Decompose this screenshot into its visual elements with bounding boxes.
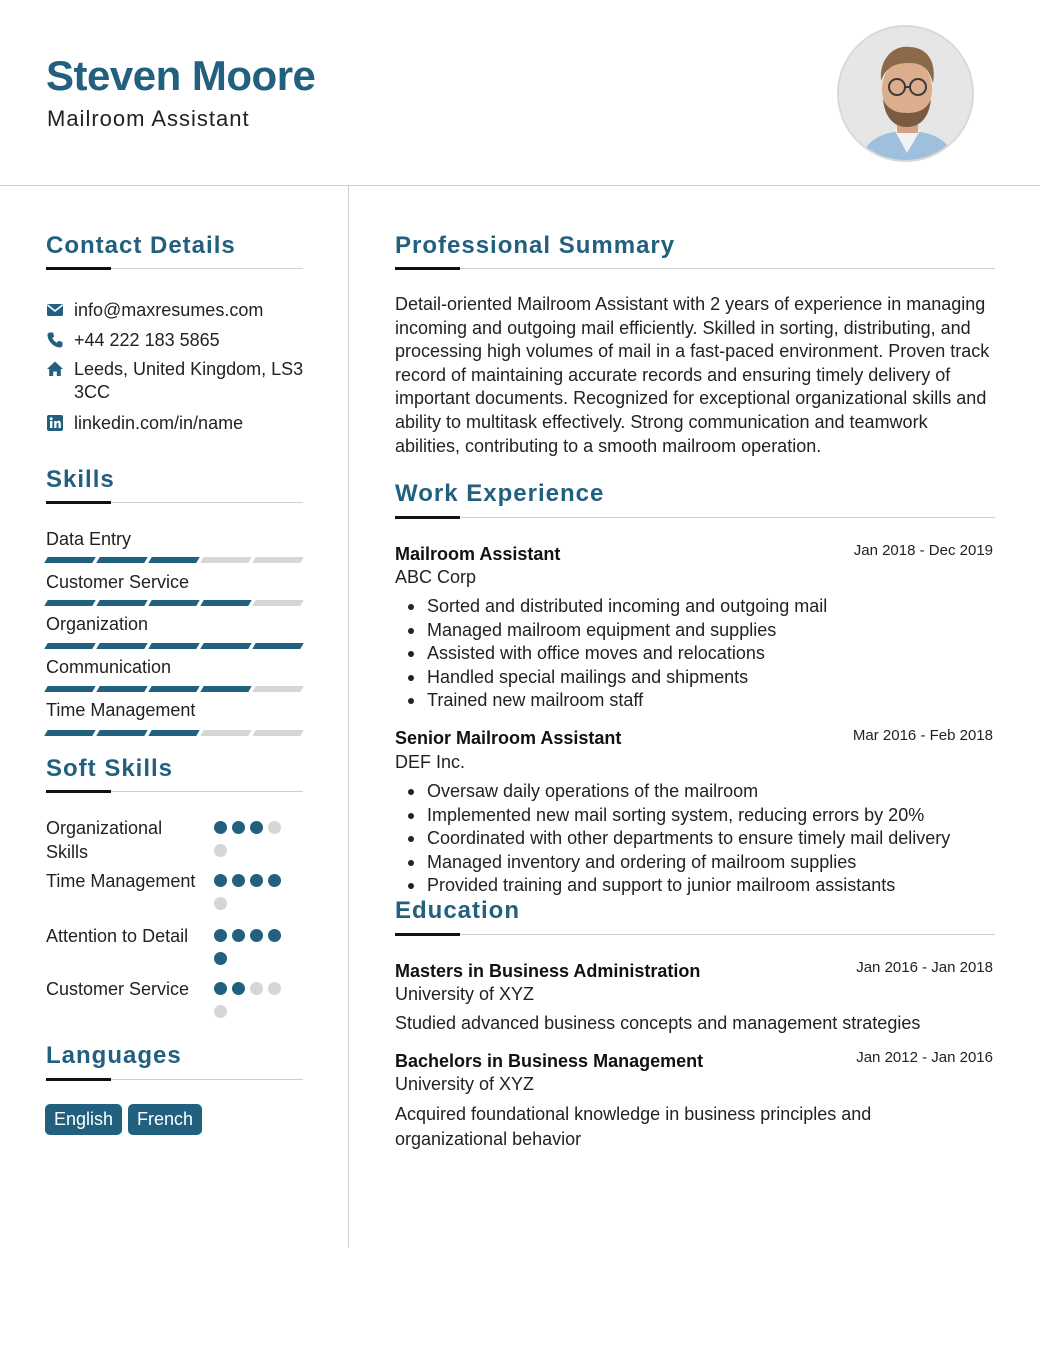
home-icon	[46, 360, 64, 378]
candidate-title: Mailroom Assistant	[47, 106, 250, 131]
rating-dot	[268, 982, 281, 995]
summary-text: Detail-oriented Mailroom Assistant with 2 years of experience in managing incoming and outgoing mail efficiently. Skilled in sorting, distributing, and processing high volumes of mail in a fast-paced environment. Proven track record of maintaining accurate records and ensuring timely delivery of important documents. Recognized for exceptional organizational skills and ability to multitask effectively. Strong communication and teamwork abilities, contributing to a smooth mailroom operation.	[395, 294, 990, 456]
job-bullets	[427, 780, 997, 898]
resume-header	[0, 0, 1040, 186]
degree-title: Bachelors in Business Management	[395, 1051, 704, 1071]
school-name: University of XYZ	[395, 1074, 535, 1094]
envelope-icon	[46, 301, 64, 319]
job-title: Mailroom Assistant	[395, 544, 561, 564]
skill-level-segment	[44, 686, 95, 692]
job-dates: Jan 2018 - Dec 2019	[853, 542, 993, 559]
skill-level-segment	[200, 730, 251, 736]
skill-name: Customer Service	[46, 572, 190, 592]
rating-dot	[214, 1005, 227, 1018]
soft-skill-rating	[214, 929, 294, 965]
skill-level-segment	[96, 600, 147, 606]
skill-name: Communication	[46, 657, 172, 677]
job-bullet: Sorted and distributed incoming and outgoing mail	[427, 595, 997, 619]
rating-dot	[214, 982, 227, 995]
job-bullet: Oversaw daily operations of the mailroom	[427, 780, 997, 804]
job-title: Senior Mailroom Assistant	[395, 728, 622, 748]
soft-skills-divider	[46, 791, 303, 792]
rating-dot	[250, 874, 263, 887]
job-company: ABC Corp	[395, 567, 477, 587]
candidate-name: Steven Moore	[46, 52, 316, 99]
rating-dot	[214, 897, 227, 910]
education-divider	[395, 934, 995, 935]
education-dates: Jan 2016 - Jan 2018	[856, 959, 993, 976]
degree-title: Masters in Business Administration	[395, 961, 701, 981]
contact-divider	[46, 268, 303, 269]
rating-dot	[250, 929, 263, 942]
skill-level-bar	[46, 643, 302, 649]
soft-skills-heading: Soft Skills	[46, 755, 174, 782]
skill-level-segment	[148, 557, 199, 563]
skill-level-segment	[44, 730, 95, 736]
rating-dot	[268, 821, 281, 834]
soft-skill-name: Organizational Skills	[46, 818, 163, 862]
address-text: Leeds, United Kingdom, LS3 3CC	[74, 359, 304, 402]
education-description: Acquired foundational knowledge in business principles and organizational behavior	[395, 1104, 872, 1149]
skill-level-segment	[96, 686, 147, 692]
job-bullets	[427, 595, 997, 713]
education-dates: Jan 2012 - Jan 2016	[856, 1049, 993, 1066]
skill-level-bar	[46, 686, 302, 692]
contact-phone[interactable]	[46, 329, 304, 352]
skill-name: Organization	[46, 614, 149, 634]
languages-heading: Languages	[46, 1042, 182, 1069]
profile-photo	[837, 25, 974, 162]
column-divider	[348, 186, 349, 1248]
skill-level-segment	[200, 686, 251, 692]
job-bullet: Trained new mailroom staff	[427, 689, 997, 713]
summary-divider	[395, 268, 995, 269]
skill-level-segment	[148, 600, 199, 606]
skill-level-segment	[96, 730, 147, 736]
skill-level-segment	[252, 600, 303, 606]
skill-level-segment	[96, 557, 147, 563]
skills-heading: Skills	[46, 466, 115, 493]
job-bullet: Provided training and support to junior mailroom assistants	[427, 874, 997, 898]
rating-dot	[268, 929, 281, 942]
language-badge: English	[45, 1104, 122, 1135]
soft-skill-rating	[214, 982, 294, 1018]
rating-dot	[232, 874, 245, 887]
rating-dot	[214, 844, 227, 857]
skill-name: Time Management	[46, 700, 196, 720]
soft-skill-name: Attention to Detail	[46, 926, 189, 946]
job-bullet: Managed inventory and ordering of mailroom supplies	[427, 851, 997, 875]
experience-heading: Work Experience	[395, 480, 605, 507]
rating-dot	[214, 929, 227, 942]
soft-skill-rating	[214, 874, 294, 910]
summary-heading: Professional Summary	[395, 232, 676, 259]
contact-heading: Contact Details	[46, 232, 236, 259]
skill-level-bar	[46, 557, 302, 563]
skill-level-segment	[252, 557, 303, 563]
skill-level-segment	[200, 600, 251, 606]
rating-dot	[214, 874, 227, 887]
skill-level-segment	[200, 557, 251, 563]
skill-level-segment	[252, 686, 303, 692]
languages-divider	[46, 1079, 303, 1080]
rating-dot	[232, 982, 245, 995]
school-name: University of XYZ	[395, 984, 535, 1004]
job-dates: Mar 2016 - Feb 2018	[852, 727, 993, 744]
rating-dot	[232, 929, 245, 942]
skill-level-segment	[44, 557, 95, 563]
skill-level-segment	[148, 730, 199, 736]
skill-level-segment	[96, 643, 147, 649]
skill-name: Data Entry	[46, 529, 132, 549]
soft-skill-name: Customer Service	[46, 979, 190, 999]
rating-dot	[214, 821, 227, 834]
phone-text: +44 222 183 5865	[74, 330, 220, 350]
education-heading: Education	[395, 897, 521, 924]
rating-dot	[250, 982, 263, 995]
job-bullet: Managed mailroom equipment and supplies	[427, 619, 997, 643]
soft-skill-name: Time Management	[46, 871, 196, 891]
soft-skill-rating	[214, 821, 294, 857]
skill-level-segment	[44, 600, 95, 606]
job-bullet: Handled special mailings and shipments	[427, 666, 997, 690]
skill-level-bar	[46, 730, 302, 736]
contact-address	[46, 358, 304, 404]
linkedin-icon	[46, 414, 64, 432]
job-bullet: Assisted with office moves and relocations	[427, 642, 997, 666]
skill-level-segment	[44, 643, 95, 649]
skill-level-segment	[148, 643, 199, 649]
job-bullet: Implemented new mail sorting system, reducing errors by 20%	[427, 804, 997, 828]
rating-dot	[214, 952, 227, 965]
rating-dot	[250, 821, 263, 834]
linkedin-text: linkedin.com/in/name	[74, 413, 244, 433]
skill-level-segment	[148, 686, 199, 692]
skill-level-segment	[252, 730, 303, 736]
contact-email[interactable]	[46, 299, 304, 322]
experience-divider	[395, 517, 995, 518]
skills-divider	[46, 502, 303, 503]
skill-level-segment	[200, 643, 251, 649]
phone-icon	[46, 331, 64, 349]
job-company: DEF Inc.	[395, 752, 466, 772]
contact-linkedin[interactable]	[46, 412, 304, 435]
email-text: info@maxresumes.com	[74, 300, 264, 320]
rating-dot	[268, 874, 281, 887]
skill-level-bar	[46, 600, 302, 606]
skill-level-segment	[252, 643, 303, 649]
rating-dot	[232, 821, 245, 834]
language-badge: French	[128, 1104, 202, 1135]
education-description: Studied advanced business concepts and management strategies	[395, 1013, 921, 1033]
job-bullet: Coordinated with other departments to ensure timely mail delivery	[427, 827, 997, 851]
